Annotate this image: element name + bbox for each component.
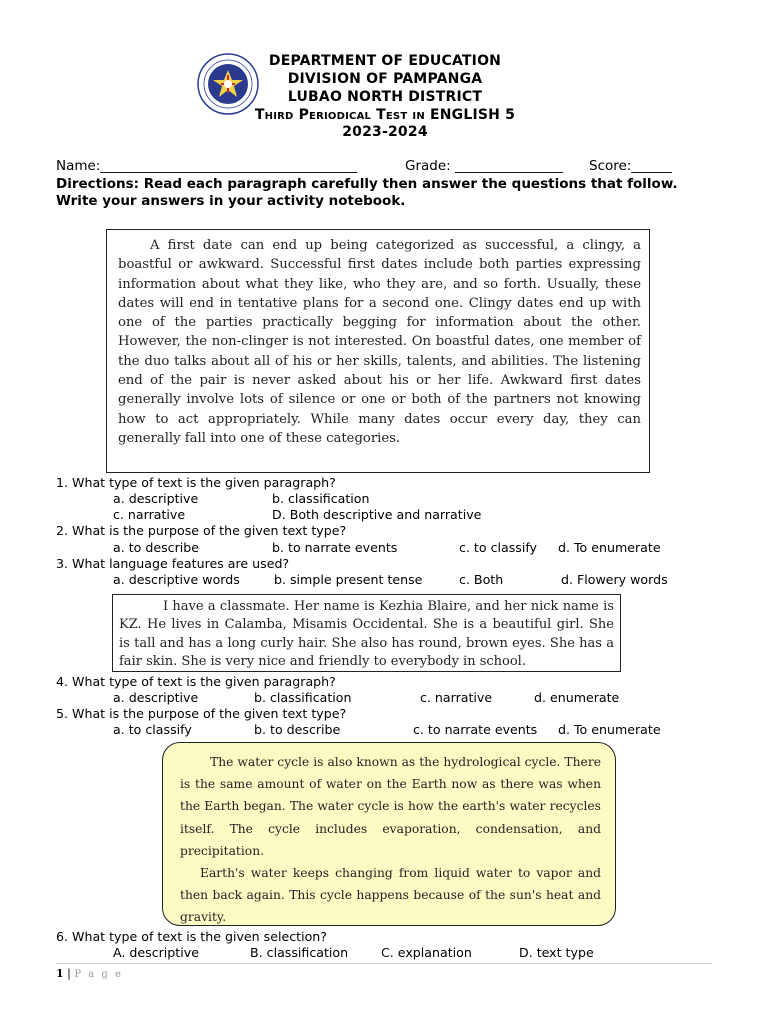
q5-option-a: a. to classify — [113, 722, 192, 737]
passage-3-box — [162, 742, 616, 926]
q1-option-d: D. Both descriptive and narrative — [272, 507, 482, 522]
page-number: 1 — [56, 967, 64, 980]
passage-3-para-1: The water cycle is also known as the hydrological cycle. There is the same amount of water on the Earth now as there was when the Earth began. The water cycle is how the earth's water recycles itself. The cycle includes evaporation, condensation, and precipitation. — [180, 755, 601, 858]
q1-option-b: b. classification — [272, 491, 370, 506]
q5-option-b: b. to describe — [254, 722, 341, 737]
q2-option-a: a. to describe — [113, 540, 200, 555]
question-6: 6. What type of text is the given selection? — [56, 929, 327, 944]
q6-option-c: C. explanation — [381, 945, 472, 960]
question-4: 4. What type of text is the given paragraph? — [56, 674, 336, 689]
passage-1-box — [106, 229, 650, 473]
passage-1-text: A first date can end up being categorized as successful, a clingy, a boastful or awkward. Successful first dates include both parties expressing information about what they like, who they are, and so forth. Usually, these dates will end in tentative plans for a second one. Clingy dates end up with one of the parties practically begging for information about the other. However, the non-clinger is not interested. On boastful dates, one member of the duo talks about all of his or her skills, talents, and abilities. The listening end of the pair is never asked about his or her life. Awkward first dates generally involve lots of silence or one or both of the partners not knowing how to act appropriately. While many dates occur every day, they can generally fall into one of these categories. — [118, 238, 641, 446]
header-division: DIVISION OF PAMPANGA — [287, 71, 483, 87]
header-school-year: 2023-2024 — [342, 124, 428, 140]
name-field[interactable]: Name:______________________________________ — [56, 158, 357, 174]
test-title-subject: ENGLISH 5 — [424, 107, 516, 123]
q6-option-b: B. classification — [250, 945, 349, 960]
q4-option-d: d. enumerate — [534, 690, 620, 705]
passage-2-box — [112, 594, 621, 672]
q5-option-c: c. to narrate events — [413, 722, 538, 737]
footer-divider — [56, 963, 712, 964]
page-label: P a g e — [74, 969, 123, 980]
test-title-caps: Third Periodical Test in — [254, 107, 425, 123]
page-separator: | — [63, 967, 75, 980]
page-footer — [56, 967, 123, 980]
q2-option-c: c. to classify — [459, 540, 538, 555]
question-5: 5. What is the purpose of the given text type? — [56, 706, 347, 721]
q6-option-d: D. text type — [519, 945, 594, 960]
q2-option-b: b. to narrate events — [272, 540, 398, 555]
q2-option-d: d. To enumerate — [558, 540, 661, 555]
header-test-title — [240, 107, 530, 124]
q6-option-a: A. descriptive — [113, 945, 199, 960]
directions: Directions: Read each paragraph carefully then answer the questions that follow. Write your answers in your activity notebook. — [56, 176, 678, 209]
question-1: 1. What type of text is the given paragraph? — [56, 475, 336, 490]
q4-option-b: b. classification — [254, 690, 352, 705]
q4-option-a: a. descriptive — [113, 690, 199, 705]
q4-option-c: c. narrative — [420, 690, 493, 705]
header-department: DEPARTMENT OF EDUCATION — [268, 53, 502, 69]
q3-option-b: b. simple present tense — [274, 572, 423, 587]
question-2: 2. What is the purpose of the given text type? — [56, 523, 347, 538]
q3-option-d: d. Flowery words — [561, 572, 668, 587]
grade-field[interactable]: Grade: ________________ — [405, 158, 563, 174]
q1-option-a: a. descriptive — [113, 491, 199, 506]
q5-option-d: d. To enumerate — [558, 722, 661, 737]
q1-option-c: c. narrative — [113, 507, 186, 522]
q3-option-a: a. descriptive words — [113, 572, 240, 587]
score-field[interactable]: Score:______ — [589, 158, 672, 174]
passage-3-para-2: Earth's water keeps changing from liquid water to vapor and then back again. This cycle happens because of the sun's heat and gravity. — [180, 866, 601, 925]
question-3: 3. What language features are used? — [56, 556, 290, 571]
q3-option-c: c. Both — [459, 572, 504, 587]
passage-2-text: I have a classmate. Her name is Kezhia Blaire, and her nick name is KZ. He lives in Calamba, Misamis Occidental. She is a beautiful girl. She is tall and has a long curly hair. She also has round, brown eyes. She has a fair skin. She is very nice and friendly to everybody in school. — [119, 599, 614, 669]
header-district: LUBAO NORTH DISTRICT — [287, 89, 483, 105]
